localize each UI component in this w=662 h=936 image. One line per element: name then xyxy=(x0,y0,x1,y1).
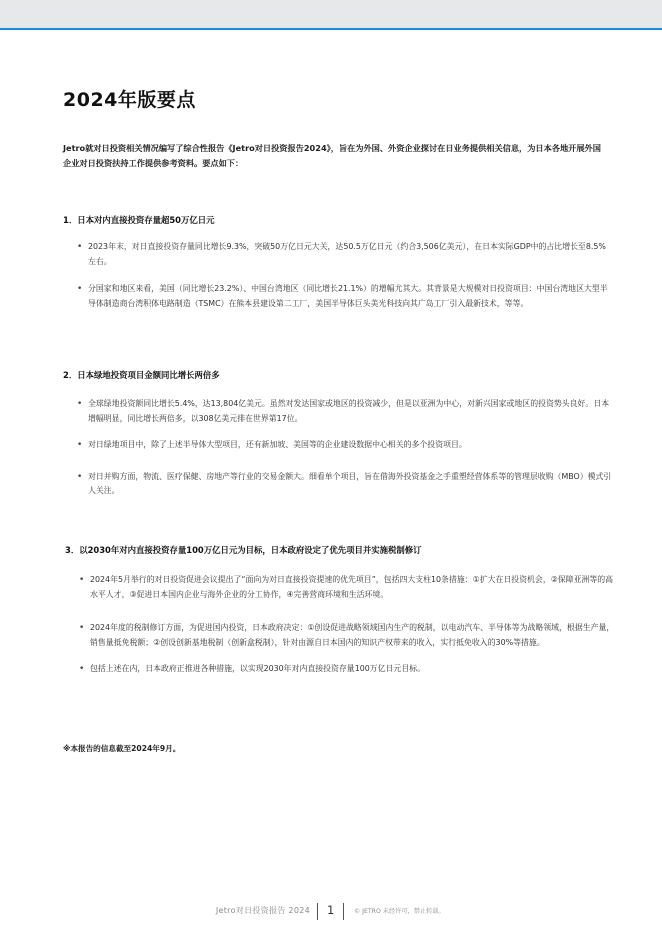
footer-divider xyxy=(343,903,344,920)
bullet-text: 包括上述在内，日本政府正推进各种措施，以实现2030年对内直接投资存量100万亿日元目标。 xyxy=(90,664,425,673)
bullet-item xyxy=(63,470,613,499)
page-title: 2024年版要点 xyxy=(63,89,196,111)
bullet-text: 全球绿地投资额同比增长5.4%，达13,804亿美元。虽然对发达国家或地区的投资减少，但是以亚洲为中心，对新兴国家或地区的投资势头良好。日本增幅明显，同比增长两倍多，以308亿美元排在世界第17位。 xyxy=(88,399,610,423)
bullet-item xyxy=(65,662,615,677)
footnote: ※本报告的信息截至2024年9月。 xyxy=(63,744,181,753)
bullet-item xyxy=(65,573,615,602)
intro-paragraph: Jetro就对日投资相关情况编写了综合性报告《Jetro对日投资报告2024》，旨在为外国、外资企业探讨在日业务提供相关信息，为日本各地开展外国企业对日投资扶持工作提供参考资料。要点如下： xyxy=(63,143,601,168)
page-footer xyxy=(0,903,662,923)
copyright-notice: © JETRO 未经许可，禁止转载。 xyxy=(354,908,445,915)
bullet-text: 对日绿地项目中，除了上述半导体大型项目，还有新加坡、美国等的企业建设数据中心相关的多个投资项目。 xyxy=(88,440,467,449)
top-header-bar xyxy=(0,0,662,30)
section-heading: 2．日本绿地投资项目金额同比增长两倍多 xyxy=(63,370,220,380)
bullet-dot-icon: • xyxy=(77,471,83,482)
bullet-item xyxy=(63,438,613,453)
bullet-dot-icon: • xyxy=(79,623,85,633)
bullet-text: 分国家和地区来看，美国（同比增长23.2%）、中国台湾地区（同比增长21.1%）的增幅尤其大。其背景是大规模对日投资项目：中国台湾地区大型半导体制造商台湾积体电路制造（TSMC）在熊本县建设第二工厂，美国半导体巨头美光科技向其广岛工厂引入最新技术，等等。 xyxy=(88,284,608,308)
bullet-dot-icon: • xyxy=(77,242,83,252)
section-3 xyxy=(65,544,625,677)
bullet-dot-icon: • xyxy=(77,399,83,409)
section-heading: 3．以2030年对内直接投资存量100万亿日元为目标，日本政府设定了优先项目并实施税制修订 xyxy=(65,545,422,555)
bullet-dot-icon: • xyxy=(77,440,83,450)
footer-divider xyxy=(317,903,318,920)
bullet-text: 2023年末，对日直接投资存量同比增长9.3%，突破50万亿日元大关，达50.5万亿日元（约合3,506亿美元），在日本实际GDP中的占比增长至8.5%左右。 xyxy=(88,242,606,266)
page-number: 1 xyxy=(327,903,335,917)
bullet-dot-icon: • xyxy=(79,664,85,674)
section-heading: 1．日本对内直接投资存量超50万亿日元 xyxy=(63,215,215,225)
bullet-item xyxy=(65,621,615,650)
bullet-item xyxy=(63,240,613,269)
bullet-dot-icon: • xyxy=(77,284,83,294)
footer-report-title: Jetro对日投资报告 2024 xyxy=(215,906,310,915)
bullet-text: 2024年5月举行的对日投资促进会议提出了“面向为对日直接投资提速的优先项目”，包括四大支柱10条措施：①扩大在日投资机会，②保障亚洲等的高水平人才，③促进日本国内企业与海外企业的分工协作，④完善营商环境和生活环境。 xyxy=(90,575,614,599)
bullet-item xyxy=(63,397,613,426)
bullet-text: 对日并购方面，物流、医疗保健、房地产等行业的交易金额大。细看单个项目，旨在借海外投资基金之手重塑经营体系等的管理层收购（MBO）模式引人关注。 xyxy=(88,471,612,495)
bullet-text: 2024年度的税制修订方面，为促进国内投资，日本政府决定：①创设促进战略领域国内生产的税制，以电动汽车、半导体等为战略领域，根据生产量，销售量抵免税额；②创设创新基地税制（创新盒税制），针对由源自日本国内的知识产权带来的收入，实行抵免收入的30%等措施。 xyxy=(90,623,615,647)
section-2 xyxy=(63,369,623,499)
bullet-item xyxy=(63,282,613,311)
section-1 xyxy=(63,214,623,311)
bullet-dot-icon: • xyxy=(79,575,85,585)
